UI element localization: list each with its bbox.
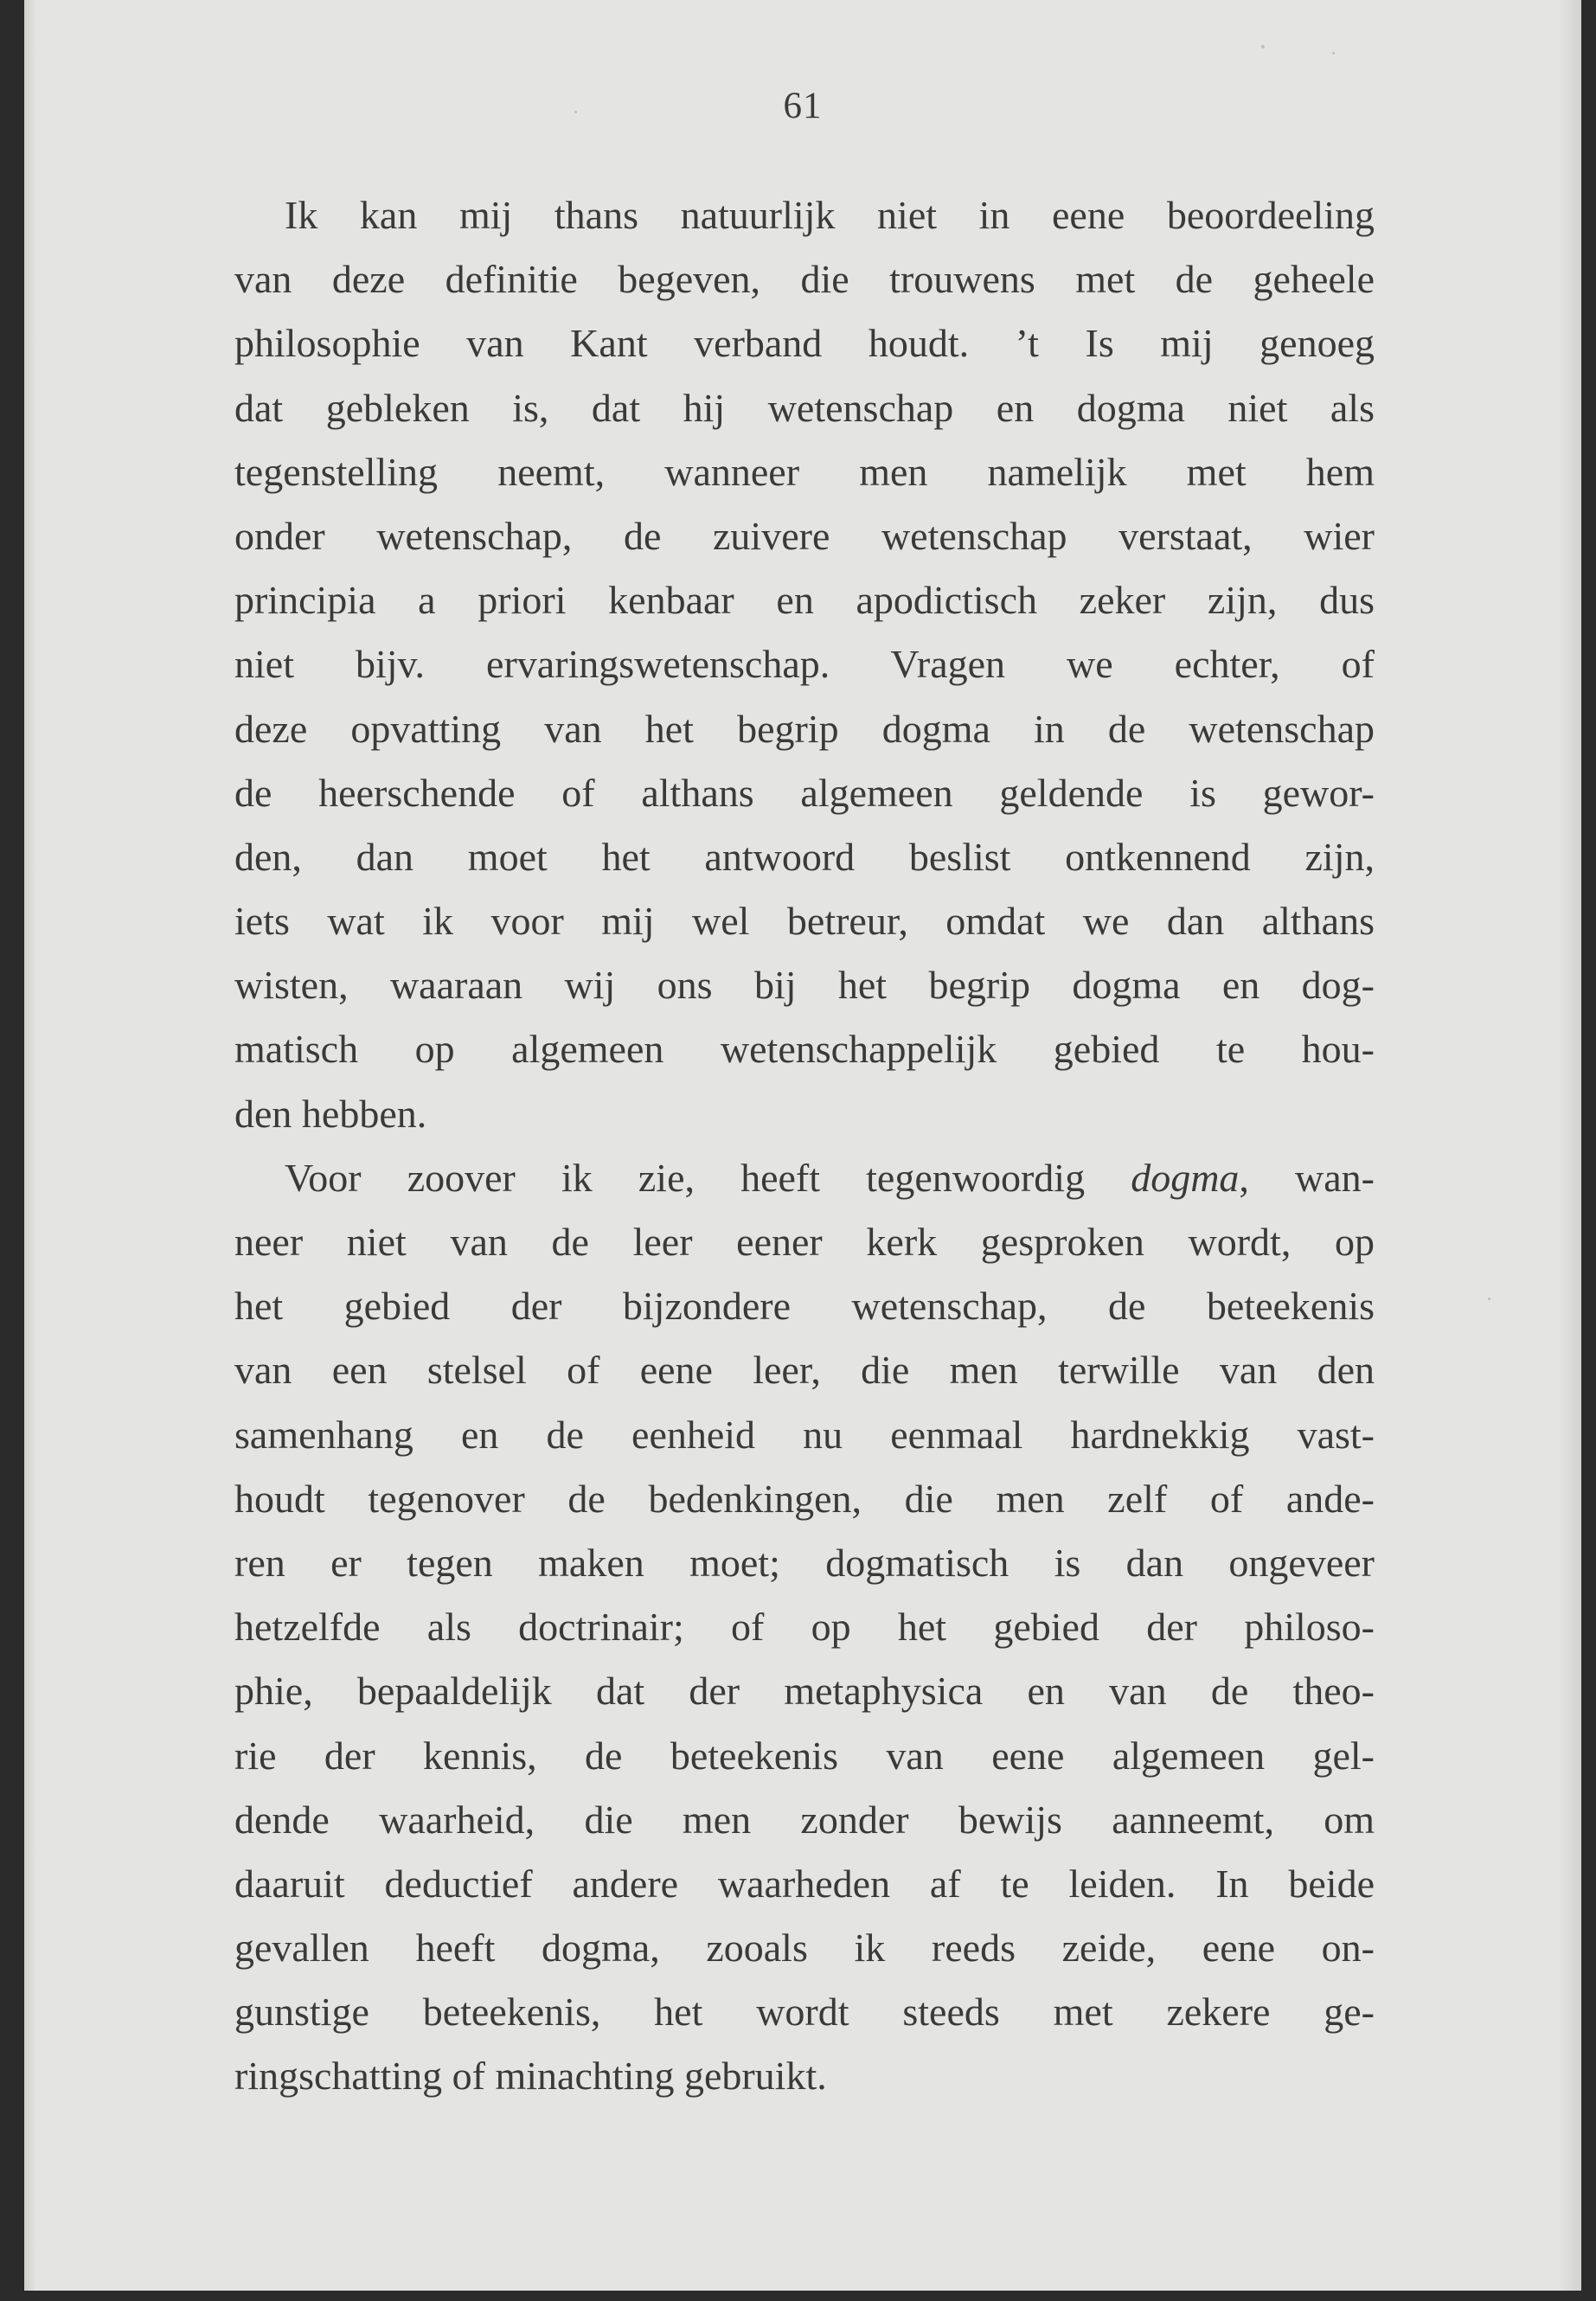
text-line: philosophie van Kant verband houdt. ’t Is mij genoeg <box>234 321 1375 366</box>
text-line: dat gebleken is, dat hij wetenschap en dogma niet als <box>234 385 1375 430</box>
text-line: Ik kan mij thans natuurlijk niet in eene beoordeeling <box>285 193 1375 237</box>
text-line: den hebben. <box>234 1091 427 1136</box>
text-line: gevallen heeft dogma, zooals ik reeds zeide, eene on- <box>234 1926 1375 1971</box>
text-line: rie der kennis, de beteekenis van eene algemeen gel- <box>234 1733 1375 1778</box>
page-edge-shadow <box>1559 0 1581 2291</box>
text-line: deze opvatting van het begrip dogma in de wetenschap <box>234 706 1375 751</box>
page-gutter-shadow <box>24 0 36 2291</box>
text-line: dende waarheid, die men zonder bewijs aanneemt, om <box>234 1797 1375 1842</box>
paper-speck <box>1488 1298 1490 1300</box>
text-line: hetzelfde als doctrinair; of op het gebied der philoso- <box>234 1605 1375 1650</box>
text-fragment: Voor zoover ik zie, heeft tegenwoordig <box>285 1155 1131 1200</box>
text-line: onder wetenschap, de zuivere wetenschap verstaat, wier <box>234 513 1375 558</box>
text-line: gunstige beteekenis, het wordt steeds met zekere ge- <box>234 1990 1375 2035</box>
text-line: principia a priori kenbaar en apodictisch zeker zijn, dus <box>234 578 1375 623</box>
text-line: daaruit deductief andere waarheden af te leiden. In beide <box>234 1861 1375 1906</box>
text-line: houdt tegenover de bedenkingen, die men zelf of ande- <box>234 1476 1375 1521</box>
paper-speck <box>1332 52 1335 54</box>
page-number: 61 <box>783 86 823 126</box>
text-line: neer niet van de leer eener kerk gesproken wordt, op <box>234 1220 1375 1264</box>
body-text <box>234 183 1375 2109</box>
text-line: van deze definitie begeven, die trouwens met de geheele <box>234 257 1375 302</box>
text-line: van een stelsel of eene leer, die men terwille van den <box>234 1348 1375 1393</box>
text-line: ringschatting of minachting gebruikt. <box>234 2054 827 2099</box>
paragraph-1 <box>234 183 1375 1146</box>
text-line: de heerschende of althans algemeen geldende is gewor- <box>234 770 1375 815</box>
text-line: den, dan moet het antwoord beslist ontkennend zijn, <box>234 834 1375 879</box>
paragraph-2 <box>234 1146 1375 2109</box>
text-line-with-emphasis <box>234 1146 1375 1210</box>
text-line: ren er tegen maken moet; dogmatisch is dan ongeveer <box>234 1540 1375 1585</box>
text-line: het gebied der bijzondere wetenschap, de beteekenis <box>234 1284 1375 1329</box>
text-fragment: , wan- <box>1239 1155 1375 1200</box>
paper-speck <box>1261 45 1265 48</box>
text-line: phie, bepaaldelijk dat der metaphysica en van de theo- <box>234 1669 1375 1714</box>
text-line: iets wat ik voor mij wel betreur, omdat we dan althans <box>234 899 1375 944</box>
text-line: niet bijv. ervaringswetenschap. Vragen we echter, of <box>234 642 1375 687</box>
text-line: matisch op algemeen wetenschappelijk gebied te hou- <box>234 1027 1375 1072</box>
text-line: wisten, waaraan wij ons bij het begrip dogma en dog- <box>234 963 1375 1008</box>
italic-term: dogma <box>1131 1155 1240 1200</box>
text-line: tegenstelling neemt, wanneer men namelijk met hem <box>234 449 1375 494</box>
text-line: samenhang en de eenheid nu eenmaal hardnekkig vast- <box>234 1412 1375 1457</box>
book-page <box>24 0 1581 2291</box>
